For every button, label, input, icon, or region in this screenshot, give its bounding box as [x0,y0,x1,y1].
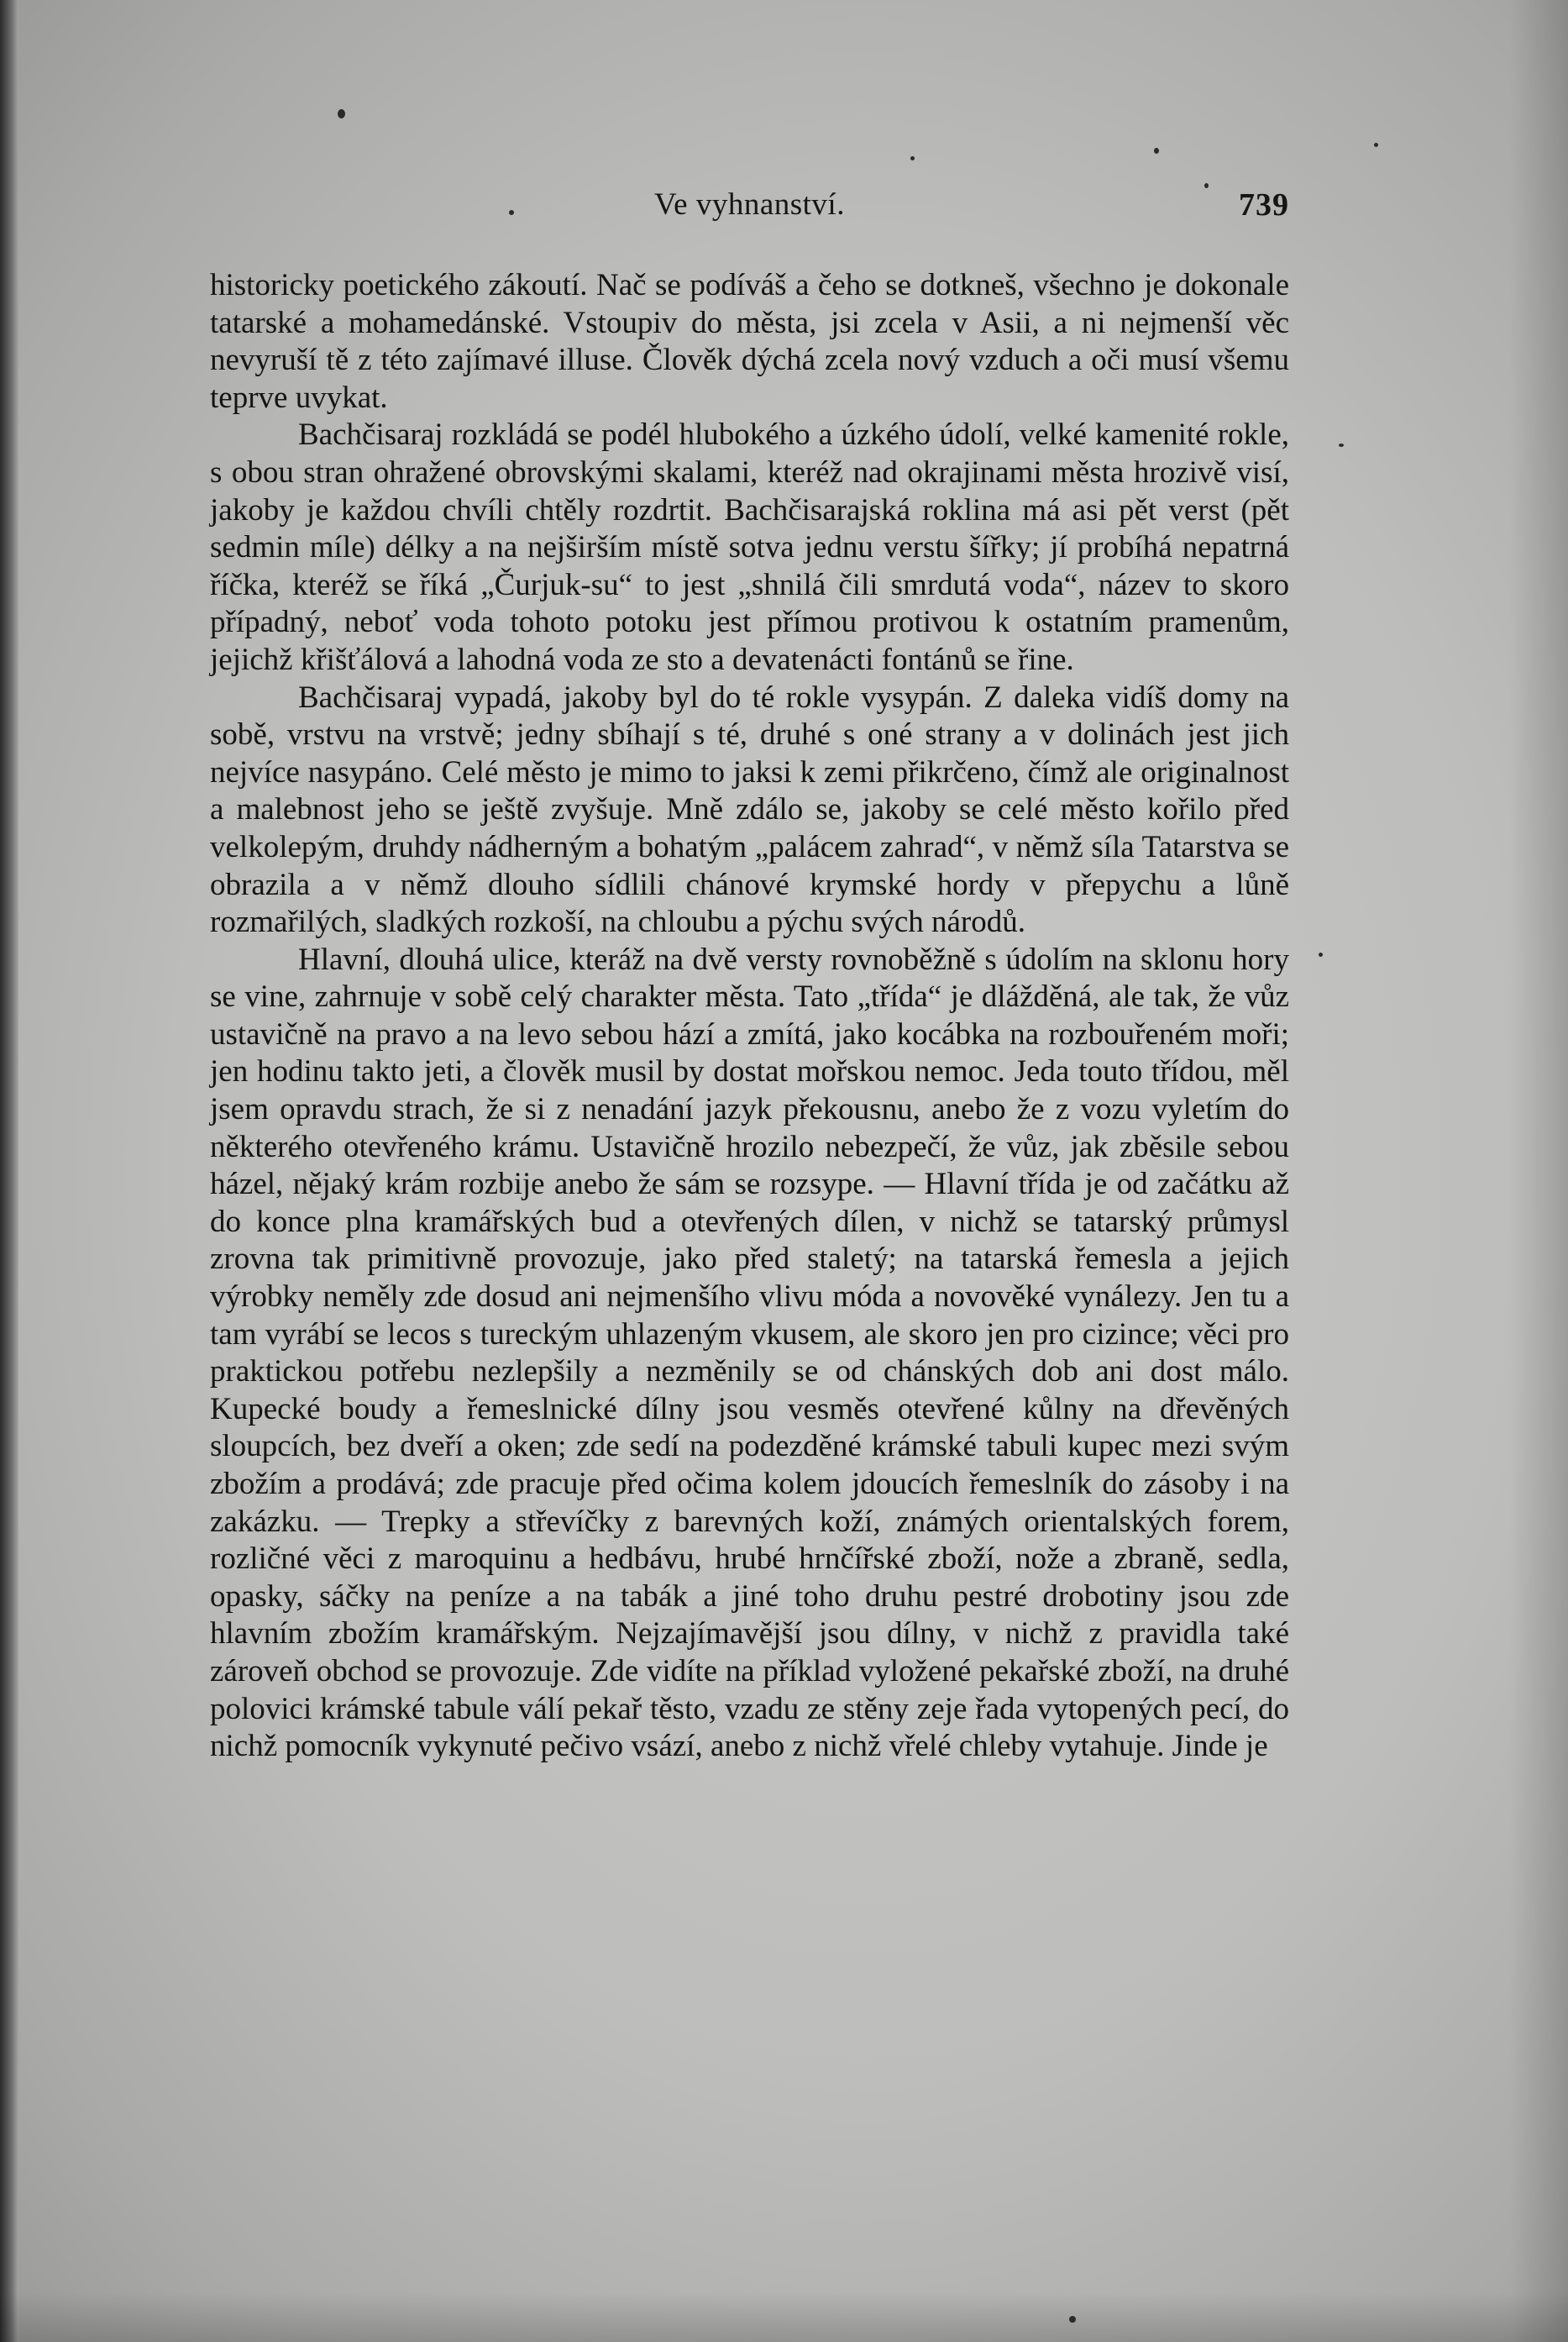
page-bottom-shadow [0,2292,1568,2342]
page-number: 739 [1239,187,1289,223]
print-speck [910,156,915,160]
page-edge-shadow [1509,0,1568,2342]
paragraph: Hlavní, dlouhá ulice, kteráž na dvě versty rovnoběžně s údolím na sklonu hory se vine, zahrnuje v sobě celý charakter města. Tato „třída“ je dlážděná, ale tak, že vůz ustavičně na pravo a na levo sebou hází a zmítá, jako kocábka na rozbouřeném moři; jen hodinu takto jeti, a člověk musil by dostat mořskou nemoc. Jeda touto třídou, měl jsem opravdu strach, že si z nenadání jazyk překousnu, anebo že z vozu vyletím do některého otevřeného krámu. Ustavičně hrozilo nebezpečí, že vůz, jak zběsile sebou házel, nějaký krám rozbije anebo že sám se rozsype. — Hlavní třída je od začátku až do konce plna kramářských bud a otevřených dílen, v nichž se tatarský průmysl zrovna tak primitivně provozuje, jako před staletý; na tatarská řemesla a jejich výrobky neměly zde dosud ani nejmenšího vlivu móda a novověké vynálezy. Jen tu a tam vyrábí se lecos s tureckým uhlazeným vkusem, ale skoro jen pro cizince; věci pro praktickou potřebu nezlepšily a nezměnily se od chánských dob ani dost málo. Kupecké boudy a řemeslnické dílny jsou vesměs otevřené kůlny na dřevěných sloupcích, bez dveří a oken; zde sedí na podezděné krámské tabuli kupec mezi svým zbožím a prodává; zde pracuje před očima kolem jdoucích řemeslník do zásoby i na zakázku. — Trepky a střevíčky z barevných koží, známých orientalských forem, rozličné věci z maroquinu a hedbávu, hrubé hrnčířské zboží, nože a zbraně, sedla, opasky, sáčky na peníze a na tabák a jiné toho druhu pestré drobotiny jsou zde hlavním zbožím kramářským. Nejzajímavější jsou dílny, v nichž z pravidla také zároveň obchod se provozuje. Zde vidíte na příklad vyložené pekařské zboží, na druhé polovici krámské tabule válí pekař těsto, vzadu ze stěny zeje řada vytopených pecí, do nichž pomocník vykynuté pečivo vsází, anebo z nichž vřelé chleby vytahuje. Jinde je [210,942,1289,1764]
paragraph-continued: historicky poetického zákoutí. Nač se podíváš a čeho se dotkneš, všechno je dokonale tatarské a mohamedánské. Vstoupiv do města, jsi zcela v Asii, a ni nejmenší věc nevyruší tě z této zajímavé illuse. Člověk dýchá zcela nový vzduch a oči musí všemu teprve uvykat. [210,268,1289,415]
main-text [210,267,1289,1766]
print-speck [338,109,345,118]
print-speck [1374,143,1378,147]
print-speck [1319,953,1323,957]
running-title: Ve vyhnanství. [654,187,845,222]
print-speck [1069,2316,1076,2323]
page-header [210,186,1289,234]
paragraph: Bachčisaraj vypadá, jakoby byl do té rokle vysypán. Z daleka vidíš domy na sobě, vrstvu na vrstvě; jedny sbíhají s té, druhé s oné strany a v dolinách jest jich nejvíce nasypáno. Celé město je mimo to jaksi k zemi přikrčeno, čímž ale originalnost a malebnost jeho se ještě zvyšuje. Mně zdálo se, jakoby se celé město kořilo před velkolepým, druhdy nádherným a bohatým „palácem zahrad“, v němž síla Tatarstva se obrazila a v němž dlouho sídlili chánové krymské hordy v přepychu a lůně rozmařilých, sladkých rozkoší, na chloubu a pýchu svých národů. [210,680,1289,940]
print-speck [1339,444,1344,447]
paragraph: Bachčisaraj rozkládá se podél hlubokého a úzkého údolí, velké kamenité rokle, s obou stran ohražené obrovskými skalami, kteréž nad okrajinami města hrozivě visí, jakoby je každou chvíli chtěly rozdrtit. Bachčisarajská roklina má asi pět verst (pět sedmin míle) délky a na nejširším místě sotva jednu verstu šířky; jí probíhá nepatrná říčka, kteréž se říká „Čurjuk-su“ to jest „shnilá čili smrdutá voda“, název to skoro případný, neboť voda tohoto potoku jest přímou protivou k ostatním pramenům, jejichž křišťálová a lahodná voda ze sto a devatenácti fontánů se řine. [210,417,1289,677]
print-speck [1154,148,1159,154]
page-binding-edge [0,0,18,2342]
